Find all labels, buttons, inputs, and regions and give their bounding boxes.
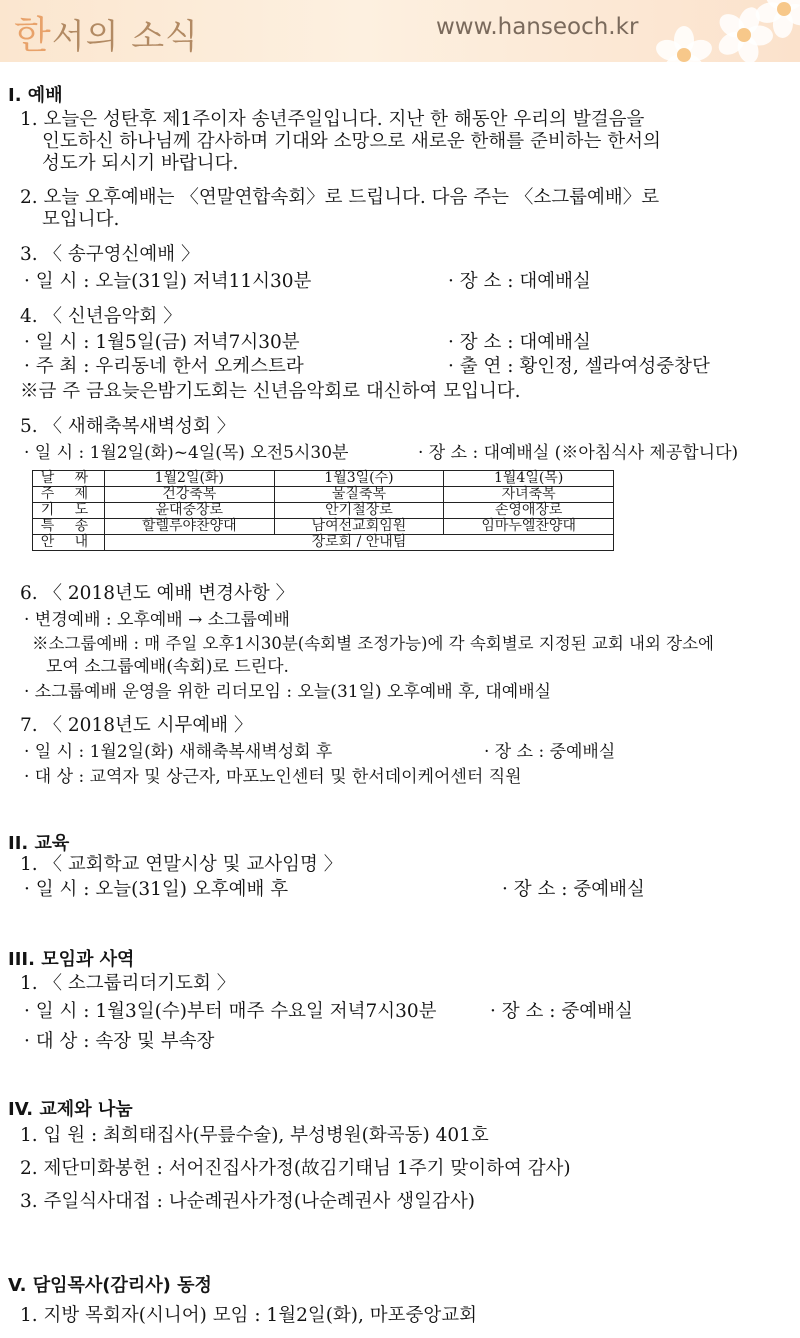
worship-item7-title: 7. 〈 2018년도 시무예배 〉	[20, 715, 253, 736]
worship-item6-change: · 변경예배 : 오후예배 → 소그룹예배	[24, 610, 290, 630]
table-cell: 남여선교회임원	[274, 519, 444, 535]
table-cell: 임마누엘찬양대	[444, 519, 614, 535]
table-row-header: 안 내	[33, 535, 105, 551]
worship-item1-line3: 성도가 되시기 바랍니다.	[42, 153, 239, 174]
worship-item1-line1: 1. 오늘은 성탄후 제1주이자 송년주일입니다. 지난 한 해동안 우리의 발걸음을	[20, 109, 645, 130]
table-row	[33, 503, 614, 519]
table-row-header: 기 도	[33, 503, 105, 519]
worship-item4-cast: · 출 연 : 황인정, 셀라여성중창단	[448, 356, 710, 377]
pastor-line1: 1. 지방 목회자(시니어) 모임 : 1월2일(화), 마포중앙교회	[20, 1305, 478, 1326]
church-url[interactable]: www.hanseoch.kr	[436, 14, 639, 40]
education-item1-when: · 일 시 : 오늘(31일) 오후예배 후	[24, 879, 289, 900]
worship-item2-line1: 2. 오늘 오후예배는 〈연말연합속회〉로 드립니다. 다음 주는 〈소그룹예배〉로	[20, 187, 660, 208]
table-row	[33, 519, 614, 535]
table-cell-merged: 장로회 / 안내팀	[104, 535, 613, 551]
worship-item4-title: 4. 〈 신년음악회 〉	[20, 306, 182, 327]
fellowship-line3: 3. 주일식사대접 : 나순례권사가정(나순례권사 생일감사)	[20, 1191, 476, 1212]
flower-icon	[755, 0, 800, 38]
table-row	[33, 487, 614, 503]
worship-item4-when: · 일 시 : 1월5일(금) 저녁7시30분	[24, 332, 300, 353]
worship-item6-note2: 모여 소그룹예배(속회)로 드린다.	[46, 657, 289, 677]
newsletter-logo	[14, 4, 199, 59]
table-cell: 할렐루야찬양대	[104, 519, 274, 535]
worship-item2-line2: 모입니다.	[42, 209, 120, 230]
worship-item4-where: · 장 소 : 대예배실	[448, 332, 591, 353]
ministry-item1-where: · 장 소 : 중예배실	[490, 1001, 633, 1022]
worship-item1-line2: 인도하신 하나님께 감사하며 기대와 소망으로 새로운 한해를 준비하는 한서의	[42, 131, 661, 152]
worship-item7-where: · 장 소 : 중예배실	[484, 742, 616, 762]
section-pastor-title: V. 담임목사(감리사) 동정	[8, 1275, 212, 1296]
fellowship-line1: 1. 입 원 : 최희태집사(무릎수술), 부성병원(화곡동) 401호	[20, 1125, 489, 1146]
education-item1-where: · 장 소 : 중예배실	[502, 879, 645, 900]
table-cell: 건강축복	[104, 487, 274, 503]
section-ministry-title: III. 모임과 사역	[8, 949, 135, 970]
worship-item4-note: ※금 주 금요늦은밤기도회는 신년음악회로 대신하여 모입니다.	[20, 381, 521, 402]
table-row	[33, 535, 614, 551]
worship-item6-leaders: · 소그룹예배 운영을 위한 리더모임 : 오늘(31일) 오후예배 후, 대예배실	[24, 682, 552, 702]
table-row-header: 주 제	[33, 487, 105, 503]
logo-rest: 서의 소식	[51, 17, 199, 57]
dawn-service-schedule-table	[32, 470, 614, 551]
table-cell: 1월3일(수)	[274, 471, 444, 487]
logo-first-char: 한	[14, 13, 52, 57]
worship-item5-title: 5. 〈 새해축복새벽성회 〉	[20, 416, 236, 437]
table-row	[33, 471, 614, 487]
header-banner	[0, 0, 800, 62]
section-education-title: II. 교육	[8, 833, 70, 854]
worship-item5-when: · 일 시 : 1월2일(화)~4일(목) 오전5시30분	[24, 443, 349, 463]
table-cell: 자녀축복	[444, 487, 614, 503]
flower-icon	[655, 26, 713, 62]
table-row-header: 날 짜	[33, 471, 105, 487]
worship-item6-note1: ※소그룹예배 : 매 주일 오후1시30분(속회별 조정가능)에 각 속회별로 지정된 교회 내외 장소에	[32, 634, 714, 653]
fellowship-line2: 2. 제단미화봉헌 : 서어진집사가정(故김기태님 1주기 맞이하여 감사)	[20, 1158, 571, 1179]
section-fellowship-title: IV. 교제와 나눔	[8, 1099, 133, 1120]
worship-item4-host: · 주 최 : 우리동네 한서 오케스트라	[24, 356, 304, 377]
table-cell: 1월2일(화)	[104, 471, 274, 487]
table-cell: 손영애장로	[444, 503, 614, 519]
table-cell: 윤대중장로	[104, 503, 274, 519]
worship-item7-when: · 일 시 : 1월2일(화) 새해축복새벽성회 후	[24, 742, 333, 762]
worship-item5-where: · 장 소 : 대예배실 (※아침식사 제공합니다)	[418, 443, 739, 463]
worship-item3-where: · 장 소 : 대예배실	[448, 271, 591, 292]
table-cell: 안기철장로	[274, 503, 444, 519]
worship-item7-target: · 대 상 : 교역자 및 상근자, 마포노인센터 및 한서데이케어센터 직원	[24, 767, 522, 787]
worship-item3-title: 3. 〈 송구영신예배 〉	[20, 244, 200, 265]
education-item1-title: 1. 〈 교회학교 연말시상 및 교사임명 〉	[20, 854, 343, 875]
table-cell: 1월4일(목)	[444, 471, 614, 487]
ministry-item1-target: · 대 상 : 속장 및 부속장	[24, 1031, 215, 1052]
worship-item3-when: · 일 시 : 오늘(31일) 저녁11시30분	[24, 271, 312, 292]
worship-item6-title: 6. 〈 2018년도 예배 변경사항 〉	[20, 583, 295, 604]
ministry-item1-title: 1. 〈 소그룹리더기도회 〉	[20, 973, 236, 994]
table-cell: 물질축복	[274, 487, 444, 503]
table-row-header: 특 송	[33, 519, 105, 535]
section-worship-title: I. 예배	[8, 85, 63, 106]
ministry-item1-when: · 일 시 : 1월3일(수)부터 매주 수요일 저녁7시30분	[24, 1001, 437, 1022]
